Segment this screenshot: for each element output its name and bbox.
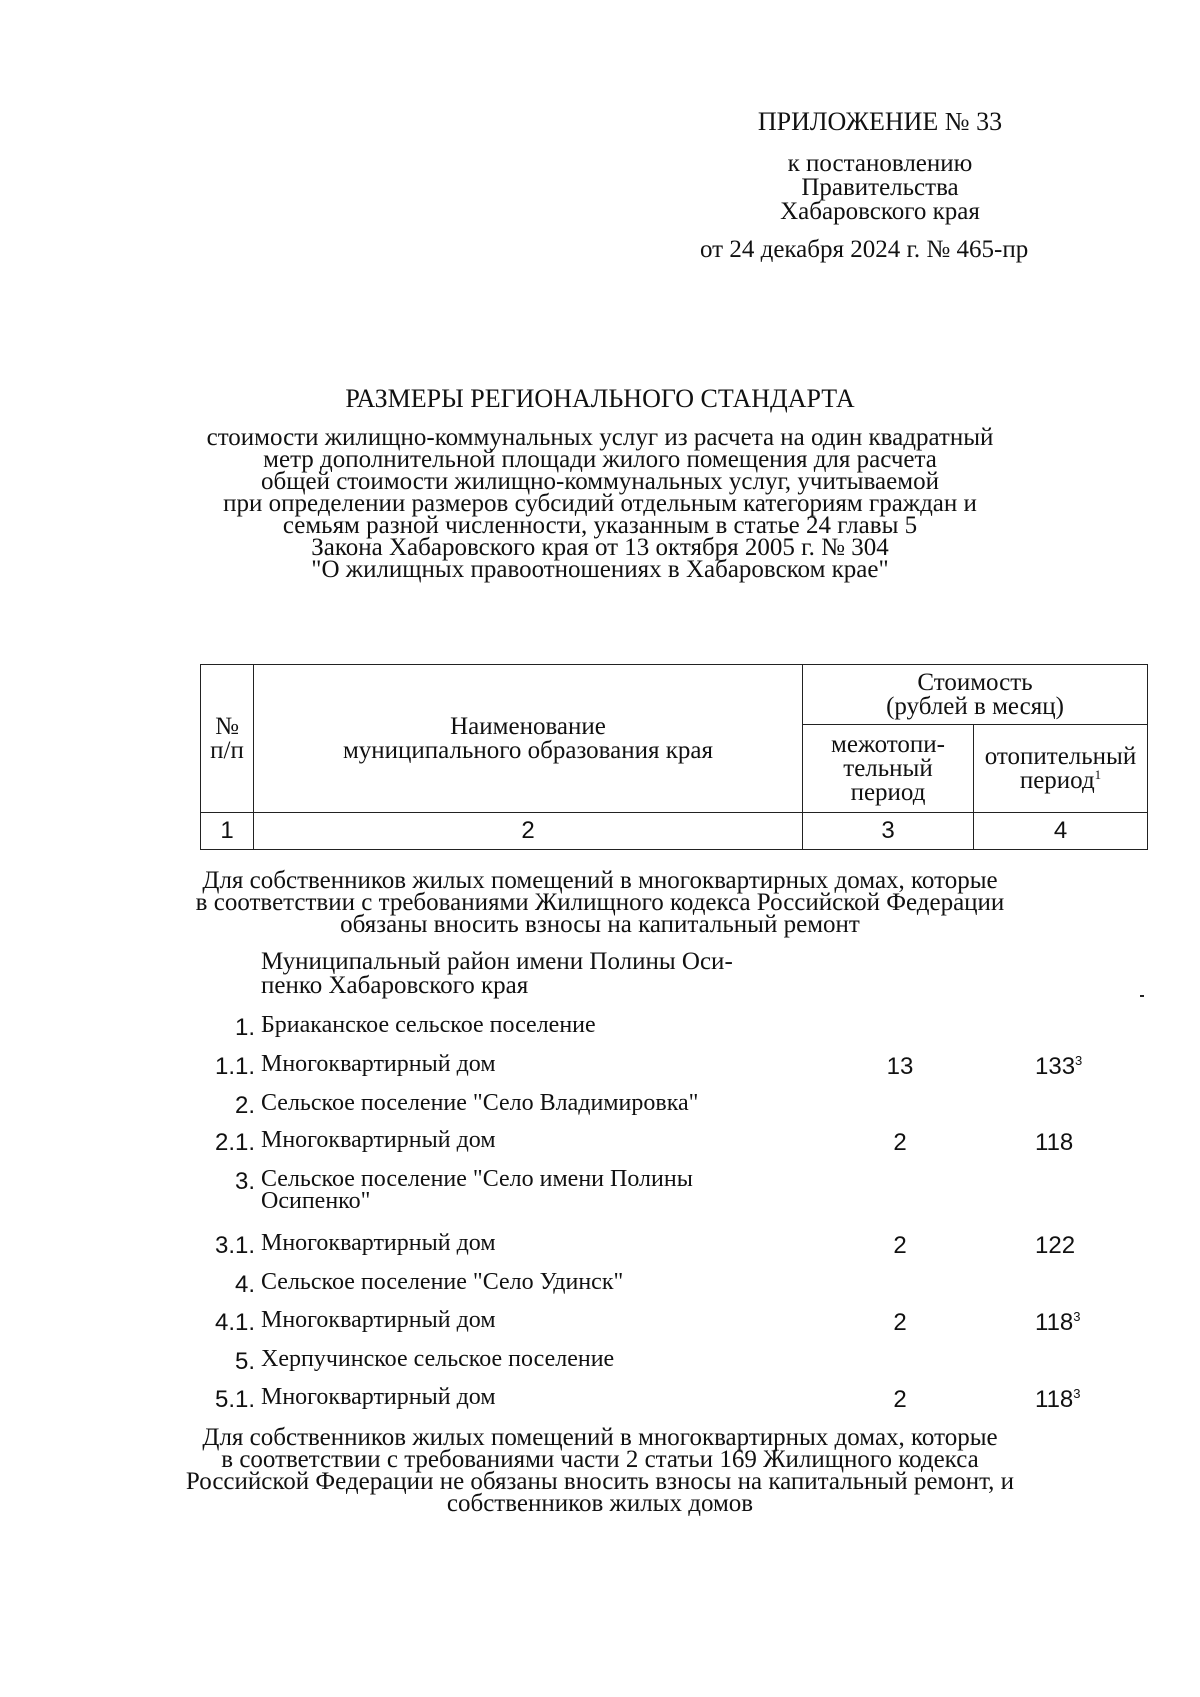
header-col-number-l2: п/п — [210, 736, 244, 764]
appendix-line-2: Правительства — [801, 174, 959, 201]
row-number: 1. — [234, 1014, 255, 1041]
row-number: 4. — [234, 1271, 255, 1298]
row-number: 5. — [234, 1348, 255, 1375]
subtitle-line: при определении размеров субсидий отдельным категориям граждан и — [223, 490, 977, 517]
header-inter-l2: тельный — [843, 754, 933, 782]
district-line: пенко Хабаровского края — [261, 972, 529, 999]
header-inter-period — [803, 725, 974, 813]
row-heat-number: 133 — [1035, 1053, 1076, 1080]
district-name — [261, 950, 733, 998]
row-inter-value: 2 — [893, 1232, 907, 1259]
row-name: Многоквартирный дом — [261, 1230, 496, 1256]
row-heat-value — [1035, 1129, 1135, 1157]
row-inter-value: 2 — [893, 1309, 907, 1336]
header-col-number-l1: № — [215, 712, 239, 740]
table-row — [0, 1092, 1200, 1124]
subtitle-line: "О жилищных правоотношениях в Хабаровском крае" — [311, 556, 889, 583]
row-footnote: 3 — [1073, 1309, 1081, 1324]
header-number-cell: 2 — [254, 813, 803, 850]
header-inter-l3: период — [850, 778, 926, 806]
section-line: Для собственников жилых помещений в многоквартирных домах, которые — [202, 867, 998, 894]
row-name: Херпучинское сельское поселение — [261, 1346, 615, 1372]
header-heat-l2-wrap — [974, 766, 1147, 794]
table-row — [0, 1053, 1200, 1085]
table-row — [0, 1014, 1200, 1046]
document-title: РАЗМЕРЫ РЕГИОНАЛЬНОГО СТАНДАРТА — [345, 384, 855, 413]
row-name: Многоквартирный дом — [261, 1127, 496, 1153]
row-name: Многоквартирный дом — [261, 1307, 496, 1333]
row-name — [261, 1168, 821, 1212]
document-subtitle — [0, 424, 1200, 583]
row-number: 1.1. — [214, 1053, 255, 1080]
row-heat-value — [1035, 1309, 1135, 1337]
row-name: Сельское поселение "Село Удинск" — [261, 1269, 624, 1295]
row-name-l1: Сельское поселение "Село имени Полины — [261, 1166, 693, 1192]
table-row — [0, 1129, 1200, 1161]
header-heat-l1: отопительный — [984, 742, 1137, 770]
subtitle-line: общей стоимости жилищно-коммунальных услуг, учитываемой — [261, 468, 939, 495]
appendix-title: ПРИЛОЖЕНИЕ № 33 — [757, 107, 1003, 136]
row-footnote: 3 — [1075, 1053, 1083, 1068]
row-name: Многоквартирный дом — [261, 1384, 496, 1410]
row-name-l2: Осипенко" — [261, 1188, 371, 1214]
row-name: Бриаканское сельское поселение — [261, 1012, 596, 1038]
header-cost-l1: Стоимость — [917, 668, 1033, 696]
subtitle-line: семьям разной численности, указанным в статье 24 главы 5 — [282, 512, 918, 539]
appendix-date: от 24 декабря 2024 г. № 465-пр — [700, 236, 1029, 263]
section-line: в соответствии с требованиями части 2 статьи 169 Жилищного кодекса — [221, 1446, 979, 1473]
header-col-name-l2: муниципального образования края — [342, 736, 714, 764]
row-heat-value — [1035, 1232, 1135, 1260]
row-heat-number: 122 — [1035, 1232, 1076, 1259]
header-number-cell: 1 — [201, 813, 254, 850]
header-col-number — [201, 665, 254, 813]
header-col-name — [254, 665, 803, 813]
header-cost — [803, 665, 1148, 725]
header-col-name-l1: Наименование — [450, 712, 606, 740]
row-heat-number: 118 — [1035, 1129, 1074, 1156]
appendix-block — [700, 107, 1090, 264]
row-number: 3. — [234, 1168, 255, 1195]
row-inter-value: 2 — [893, 1129, 907, 1156]
table-header — [200, 664, 1148, 850]
table-row — [0, 1386, 1200, 1418]
header-number-cell: 3 — [803, 813, 974, 850]
row-inter-value: 2 — [893, 1386, 907, 1413]
section-line: в соответствии с требованиями Жилищного кодекса Российской Федерации — [195, 889, 1005, 916]
appendix-line-3: Хабаровского края — [780, 198, 980, 225]
district-line: Муниципальный район имени Полины Оси- — [261, 948, 733, 975]
row-heat-number: 118 — [1035, 1386, 1074, 1413]
subtitle-line: стоимости жилищно-коммунальных услуг из расчета на один квадратный — [206, 424, 994, 451]
appendix-line-1: к постановлению — [787, 150, 973, 177]
row-heat-value — [1035, 1053, 1135, 1081]
section-line: Российской Федерации не обязаны вносить взносы на капитальный ремонт, и — [185, 1468, 1015, 1495]
header-heat-l2: период — [1019, 766, 1095, 794]
row-footnote: 3 — [1073, 1386, 1081, 1401]
section-line: собственников жилых домов — [446, 1490, 754, 1517]
row-number: 3.1. — [214, 1232, 255, 1259]
row-inter-value: 13 — [886, 1053, 914, 1080]
table-row — [0, 1309, 1200, 1341]
table-row — [0, 1168, 1200, 1218]
section-line: обязаны вносить взносы на капитальный ремонт — [340, 911, 860, 938]
row-name: Сельское поселение "Село Владимировка" — [261, 1090, 699, 1116]
row-number: 2. — [234, 1092, 255, 1119]
row-heat-value — [1035, 1386, 1135, 1414]
subtitle-line: метр дополнительной площади жилого помещения для расчета — [263, 446, 937, 473]
subtitle-line: Закона Хабаровского края от 13 октября 2005 г. № 304 — [311, 534, 889, 561]
header-inter-l1: межотопи- — [831, 730, 945, 758]
table-row — [0, 1232, 1200, 1264]
header-cost-l2: (рублей в месяц) — [886, 692, 1064, 720]
section-1-heading — [0, 867, 1200, 938]
header-heat-period — [974, 725, 1148, 813]
stray-mark — [1140, 995, 1144, 997]
header-heat-footnote: 1 — [1094, 766, 1102, 782]
table-row — [0, 1348, 1200, 1380]
row-number: 4.1. — [214, 1309, 255, 1336]
row-number: 2.1. — [214, 1129, 255, 1156]
row-number: 5.1. — [214, 1386, 255, 1413]
section-2-heading — [0, 1424, 1200, 1517]
header-number-cell: 4 — [974, 813, 1148, 850]
table-row — [0, 1271, 1200, 1303]
section-line: Для собственников жилых помещений в многоквартирных домах, которые — [202, 1424, 998, 1451]
row-heat-number: 118 — [1035, 1309, 1074, 1336]
row-name: Многоквартирный дом — [261, 1051, 496, 1077]
